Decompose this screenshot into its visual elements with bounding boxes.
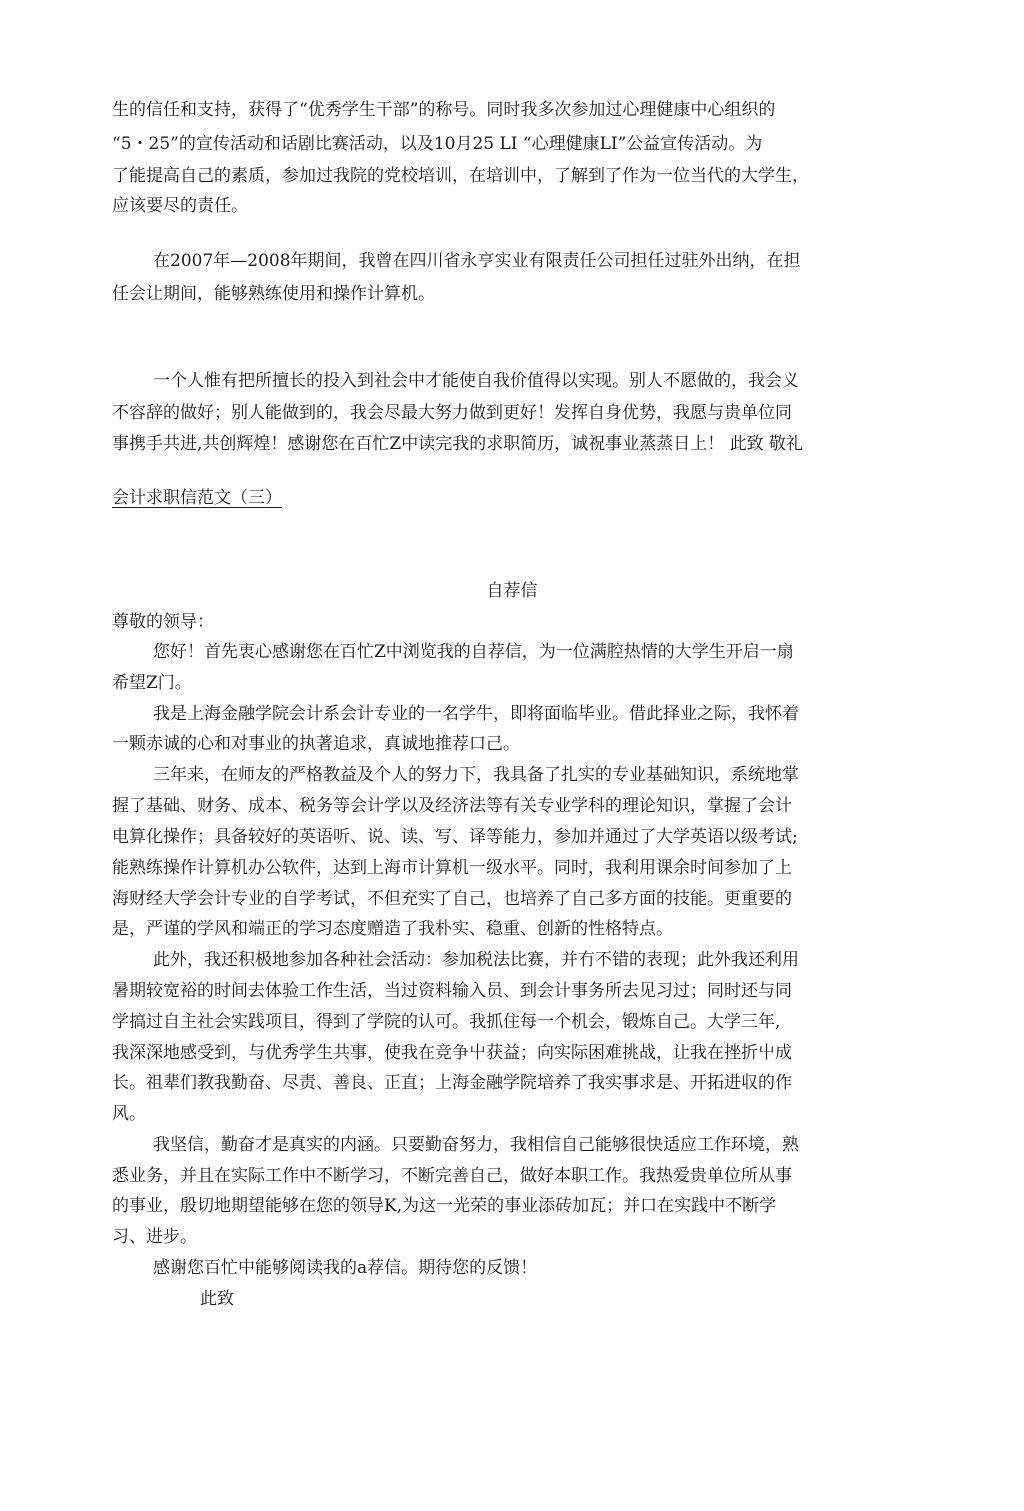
paragraph-2-line-1: 在2007年—2008年期间，我曾在四川省永亨实业有限责任公司担任过驻外出纳，在担 — [153, 251, 801, 271]
letter-body-line: 此外，我还积极地参加各种社会活动：参加税法比赛，并冇不错的表现；此外我还利用 — [153, 950, 799, 970]
letter-body-line: 悉业务，并且在实际工作中不断学习，不断完善自己，做好本职工作。我热爱贵单位所从事 — [112, 1166, 792, 1186]
letter-body-line: 三年来，在师友的严格教益及个人的努力下，我具备了扎实的专业基础知识，系统地掌 — [153, 765, 799, 785]
letter-body-line: 电算化操作；具备较好的英语听、说、读、写、译等能力，参加并通过了大学英语以级考试; — [112, 827, 798, 847]
letter-body-line: 的事业，殷切地期望能够在您的领导K,为这一光荣的事业添砖加瓦；并口在实践中不断学 — [112, 1196, 777, 1216]
paragraph-1-line-3: 了能提高自己的素质，参加过我院的党校培训，在培训中，了解到了作为一位当代的大学生， — [112, 166, 809, 186]
paragraph-3-line-2: 不容辞的做好；别人能做到的，我会尽最大努力做到更好！发挥自身优势，我愿与贵单位同 — [112, 403, 792, 423]
section-link-heading[interactable]: 会计求职信范文（三） — [112, 488, 282, 508]
letter-body-line: 感谢您百忙中能够阅读我的a荐信。期待您的反馈！ — [153, 1258, 538, 1278]
letter-closing: 此致 — [200, 1289, 234, 1309]
letter-body-line: 是，严谨的学风和端正的学习态度赠造了我朴实、稳重、创新的性格特点。 — [112, 919, 673, 939]
salutation: 尊敬的领导： — [112, 612, 214, 632]
paragraph-3-line-3: 事携手共进,共创辉煌！感谢您在百忙Z中读完我的求职简历，诚祝事业蒸蒸日上！ 此致 敬礼 — [112, 434, 804, 454]
letter-body-line: 您好！首先衷心感谢您在百忙Z中浏览我的自荐信，为一位满腔热情的大学生开启一扇 — [153, 642, 794, 662]
letter-body-line: 一颗赤诚的心和对事业的执著追求，真诚地推荐口己。 — [112, 734, 520, 754]
paragraph-3-line-1: 一个人惟有把所擅长的投入到社会中才能使自我价值得以实现。别人不愿做的，我会义 — [153, 371, 799, 391]
letter-body-line: 习、进步。 — [112, 1227, 197, 1247]
letter-body-line: 海财经大学会计专业的自学考试，不但充实了自己，也培养了自己多方面的技能。更重要的 — [112, 889, 792, 909]
letter-body-line: 我坚信，勤奋才是真实的内涵。只要勤奋努力，我相信自己能够很快适应工作环境，熟 — [153, 1135, 799, 1155]
letter-body-line: 能熟练操作计算机办公软件，达到上海市计算机一级水平。同时，我利用课余时间参加了上 — [112, 858, 792, 878]
letter-title: 自荐信 — [486, 581, 538, 601]
paragraph-1-line-1: 生的信任和支持，获得了“优秀学生干部”的称号。同时我多次参加过心理健康中心组织的 — [112, 100, 776, 120]
letter-body-line: 我是上海金融学院会计系会计专业的一名学牛，即将面临毕业。借此择业之际，我怀着 — [153, 704, 799, 724]
letter-body-line: 暑期较宽裕的时间去体验工作生活，当过资料输入员、到会计事务所去见习过；同时还与同 — [112, 981, 792, 1001]
letter-body-line: 握了基础、财务、成本、税务等会计学以及经济法等有关专业学科的理论知识，掌握了会计 — [112, 796, 792, 816]
paragraph-1-line-2: “5・25”的宣传活动和话剧比赛活动，以及10月25 LI “心理健康LI”公益宣传活动。为 — [112, 134, 763, 154]
letter-body-line: 希望Z门。 — [112, 673, 192, 693]
letter-body-line: 我深深地感受到，与优秀学生共事，使我在竞争屮获益；向实际困难挑战，让我在挫折屮成 — [112, 1043, 792, 1063]
letter-body-line: 长。祖辈们教我勤奋、尽责、善良、正直；上海金融学院培养了我实事求是、开拓进収的作 — [112, 1073, 792, 1093]
paragraph-2-line-2: 任会让期间，能够熟练使用和操作计算机。 — [112, 284, 435, 304]
paragraph-1-line-4: 应该要尽的责任。 — [112, 196, 248, 216]
letter-body-line: 风。 — [112, 1104, 146, 1124]
letter-body-line: 学搞过自主社会实践项目，得到了学院的认可。我抓住每一个机会，锻炼自己。大学三年, — [112, 1012, 781, 1032]
